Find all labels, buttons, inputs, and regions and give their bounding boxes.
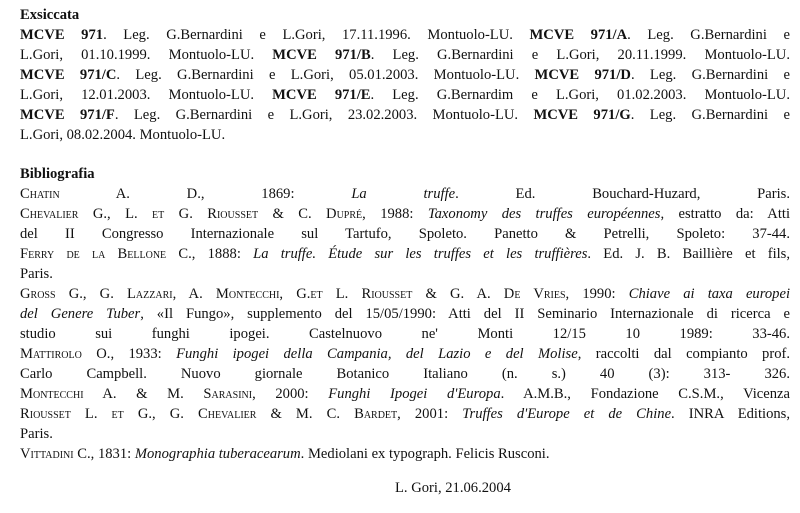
text-run: . Ed. J. B. Baillière et fils, (587, 246, 791, 262)
exsiccata-heading: Exsiccata (20, 7, 80, 23)
text-run: . Ed. Bouchard-Huzard, Paris. (455, 186, 790, 202)
text-line (20, 65, 790, 85)
work-title: Truffes d'Europe et de Chine (462, 406, 672, 422)
text-line (20, 384, 790, 404)
text-run: . INRA Editions, (671, 406, 791, 422)
work-title: del Genere Tuber (20, 306, 141, 322)
work-title: Funghi ipogei della Campania, del Lazio e del Molise (176, 346, 578, 362)
text-line (20, 184, 790, 204)
text-line (20, 424, 790, 444)
text-line (20, 364, 790, 384)
exsiccata-paragraph (20, 25, 790, 145)
work-title: La truffe (351, 186, 456, 202)
text-line (20, 125, 790, 145)
text-run: . Leg. G.Bernardini e (630, 67, 790, 83)
text-line (20, 344, 790, 364)
text-run: . Leg. G.Bernardini e L.Gori, 05.01.2003. Montuolo-LU. (116, 67, 535, 83)
text-run: . Leg. G.Bernardim e L.Gori, 01.02.2003. Montuolo-LU. (370, 87, 790, 103)
text-line (20, 25, 790, 45)
author-names: Vittadini C. (20, 446, 91, 462)
specimen-code: MCVE 971/D (534, 67, 631, 83)
text-line (20, 444, 790, 464)
signature-date: L. Gori, 21.06.2004 (395, 480, 511, 496)
author-names: Riousset L. et G., G. Chevalier & M. C. Bardet (20, 406, 398, 422)
text-run: , 1988: (362, 206, 428, 222)
text-run: , 1933: (110, 346, 177, 362)
text-run: Carlo Campbell. Nuovo giornale Botanico Italiano (n. s.) 40 (3): 313- 326. (20, 366, 790, 382)
text-run: L.Gori, 08.02.2004. Montuolo-LU. (20, 127, 226, 143)
specimen-code: MCVE 971/E (272, 87, 371, 103)
specimen-code: MCVE 971/F (20, 107, 115, 123)
text-run: . Leg. G.Bernardini e (630, 107, 790, 123)
specimen-code: MCVE 971/C (20, 67, 117, 83)
text-run: , raccolti dal compianto prof. (577, 346, 791, 362)
work-title: Funghi Ipogei d'Europa (328, 386, 501, 402)
text-run: , 2001: (397, 406, 463, 422)
text-line (20, 244, 790, 264)
text-run: . A.M.B., Fondazione C.S.M., Vicenza (500, 386, 791, 402)
author-names: Gross G., G. Lazzari, A. Montecchi, G.et L. Riousset & G. A. De Vries (20, 286, 566, 302)
text-line (20, 324, 790, 344)
text-run: , «Il Fungo», supplemento del 15/05/1990: Atti del II Seminario Internazionale di ricerca e (140, 306, 791, 322)
text-run: del II Congresso Internazionale sul Tartufo, Spoleto. Panetto & Petrelli, Spoleto: 37-44. (20, 226, 790, 242)
text-line (20, 304, 790, 324)
section-spacer (20, 145, 790, 164)
text-run: , 1869: (200, 186, 352, 202)
work-title: Taxonomy des truffes européennes (427, 206, 661, 222)
author-names: Chevalier G., L. et G. Riousset & C. Dupré (20, 206, 363, 222)
text-run: L.Gori, 01.10.1999. Montuolo-LU. (20, 47, 273, 63)
text-run: , 1831: (90, 446, 135, 462)
bibliography-list (20, 184, 790, 464)
text-line (20, 404, 790, 424)
work-title: Monographia tuberacearum (134, 446, 301, 462)
text-line (20, 204, 790, 224)
text-line (20, 264, 790, 284)
text-run: . Leg. G.Bernardini e L.Gori, 17.11.1996. Montuolo-LU. (103, 27, 530, 43)
text-run: Paris. (20, 426, 53, 442)
text-line (20, 105, 790, 125)
work-title: Chiave ai taxa europei (628, 286, 790, 302)
author-names: Chatin A. D. (20, 186, 201, 202)
bibliografia-heading: Bibliografia (20, 166, 95, 182)
text-run: , 1888: (191, 246, 254, 262)
text-run: . Mediolani ex typograph. Felicis Rusconi. (300, 446, 550, 462)
document-page (20, 5, 790, 464)
text-run: . Leg. G.Bernardini e L.Gori, 20.11.1999. Montuolo-LU. (370, 47, 790, 63)
specimen-code: MCVE 971/A (529, 27, 628, 43)
text-run: studio sui funghi ipogei. Castelnuovo ne' Monti 12/15 10 1989: 33-46. (20, 326, 790, 342)
text-run: , 1990: (565, 286, 629, 302)
work-title: La truffe. Étude sur les truffes et les truffières (253, 246, 588, 262)
specimen-code: MCVE 971/B (272, 47, 371, 63)
specimen-code: MCVE 971 (20, 27, 104, 43)
author-names: Ferry de la Bellone C. (20, 246, 192, 262)
author-names: Mattirolo O. (20, 346, 111, 362)
text-run: , 2000: (252, 386, 329, 402)
text-line (20, 284, 790, 304)
text-run: . Leg. G.Bernardini e L.Gori, 23.02.2003. Montuolo-LU. (114, 107, 534, 123)
text-run: L.Gori, 12.01.2003. Montuolo-LU. (20, 87, 273, 103)
text-line (20, 45, 790, 65)
text-run: , estratto da: Atti (660, 206, 791, 222)
author-names: Montecchi A. & M. Sarasini (20, 386, 253, 402)
text-line (20, 85, 790, 105)
text-line (20, 224, 790, 244)
text-run: Paris. (20, 266, 53, 282)
text-run: . Leg. G.Bernardini e (627, 27, 790, 43)
specimen-code: MCVE 971/G (533, 107, 631, 123)
